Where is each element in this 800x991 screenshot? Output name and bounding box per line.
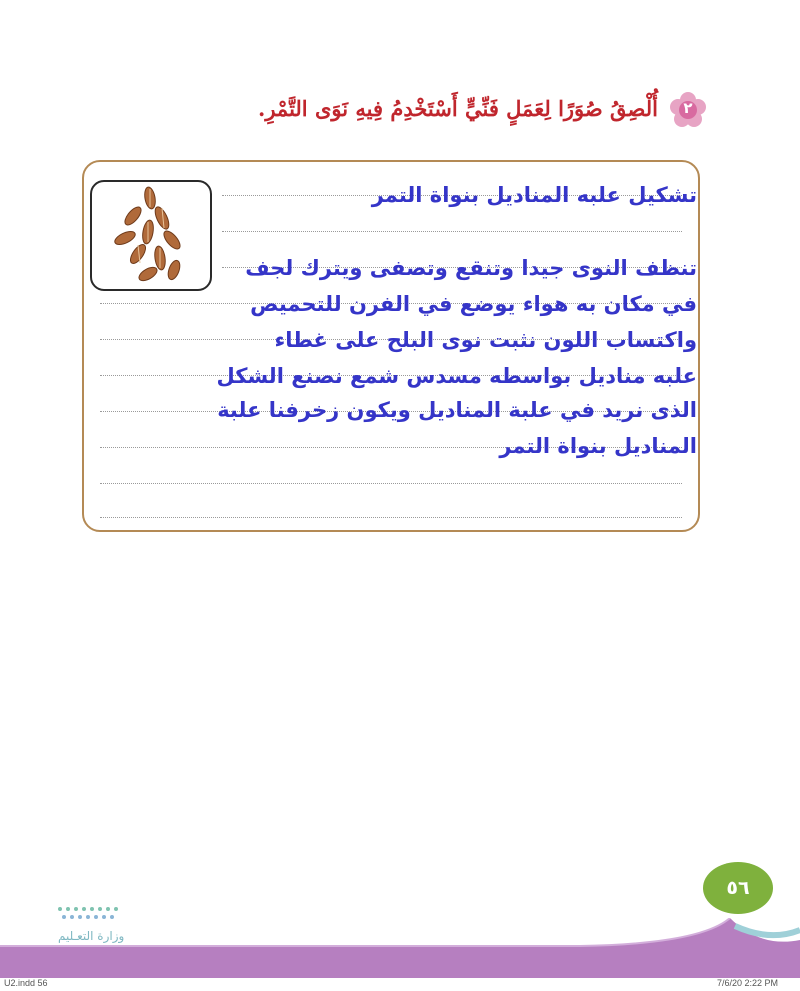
file-label: U2.indd 56 — [4, 978, 48, 988]
answer-line: الذى نريد في علبة المناديل ويكون زخرفنا علبة — [217, 398, 697, 422]
page-number: ٥٦ — [726, 877, 750, 899]
ministry-name: وزارة التعـليم — [58, 929, 125, 943]
answer-line: في مكان به هواء يوضع في الفرن للتحميص — [250, 292, 697, 316]
answer-title: تشكيل علبه المناديل بنواة التمر — [371, 183, 697, 207]
instruction-number: ٢ — [683, 99, 693, 117]
instruction-header — [258, 90, 710, 130]
answer-line: المناديل بنواة التمر — [499, 434, 697, 458]
ministry-dots-icon — [56, 905, 120, 923]
ministry-logo — [36, 905, 126, 945]
answer-line: واكتساب اللون نثبت نوى البلح على غطاء — [274, 328, 697, 352]
flower-number-icon — [670, 92, 706, 128]
guide-line — [222, 231, 682, 232]
guide-line — [100, 517, 682, 518]
page-number-badge — [703, 862, 773, 914]
instruction-text: أُلْصِقُ صُوَرًا لِعَمَلٍ فَنِّيٍّ أَسْتَخْدِمُ فِيهِ نَوَى التَّمْرِ. — [258, 96, 658, 121]
date-pits-image — [90, 180, 212, 291]
answer-line: علبه مناديل بواسطه مسدس شمع نصنع الشكل — [216, 364, 697, 388]
answer-line: تنظف النوى جيدا وتنقع وتصفى ويترك لجف — [245, 256, 697, 280]
print-date: 7/6/20 2:22 PM — [716, 978, 778, 988]
guide-line — [100, 483, 682, 484]
